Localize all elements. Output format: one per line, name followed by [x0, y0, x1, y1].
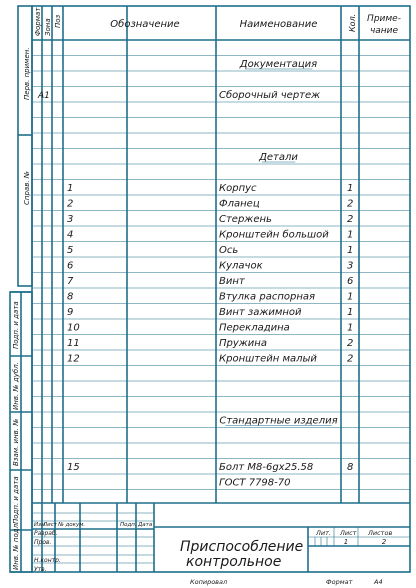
row-name: Кронштейн большой [219, 229, 329, 241]
row-qty: 1 [347, 183, 354, 194]
row-name: Ось [219, 245, 239, 256]
footer-format-label: Формат [326, 578, 353, 586]
row-name: Корпус [219, 183, 257, 194]
row-pos: 2 [67, 198, 74, 210]
header-designation: Обозначение [110, 19, 180, 30]
row-name: ГОСТ 7798-70 [219, 477, 291, 489]
header-qty: Кол. [348, 13, 357, 32]
row-qty: 2 [347, 353, 354, 365]
tb-developed: Разраб. [34, 530, 58, 537]
tb-checked: Пров. [34, 539, 52, 546]
section-heading: Детали [259, 152, 298, 163]
tb-sheet-value: 1 [343, 538, 349, 546]
row-pos: 3 [67, 214, 74, 225]
side-first-use: Перв. примен. [23, 47, 31, 100]
row-qty: 1 [347, 307, 354, 318]
header-note-2: чание [369, 26, 399, 36]
header-zone: Зона [44, 18, 52, 36]
tb-date: Дата [138, 522, 153, 528]
side-replaced-inv: Взам. инв. № [12, 418, 20, 466]
side-dup-inv: Инв. № дубл. [12, 362, 20, 410]
row-pos: 1 [67, 183, 74, 194]
side-labels [10, 47, 32, 572]
row-qty: 2 [347, 214, 354, 225]
row-name: Пружина [219, 338, 267, 349]
tb-approved: Утв. [34, 566, 47, 573]
row-qty: 2 [347, 198, 354, 210]
header-format: Формат [34, 7, 42, 36]
tb-title-2: контрольное [186, 554, 282, 570]
row-qty: 6 [347, 276, 354, 287]
header-note-1: Приме- [367, 14, 401, 24]
row-name: Кронштейн малый [219, 353, 317, 365]
tb-izm: Изм [34, 522, 46, 528]
tb-sheets-value: 2 [381, 538, 387, 546]
row-qty: 2 [347, 338, 354, 349]
row-pos: 10 [67, 322, 80, 334]
row-name: Кулачок [219, 260, 263, 272]
row-name: Втулка распорная [219, 291, 316, 303]
row-name: Перекладина [219, 322, 290, 334]
side-sign-date-1: Подп. и дата [12, 301, 20, 349]
row-format: А1 [38, 91, 50, 101]
row-qty: 1 [347, 245, 354, 256]
row-pos: 9 [67, 307, 74, 318]
tb-title-1: Приспособление [180, 539, 304, 555]
header-name: Наименование [239, 19, 318, 30]
row-qty: 1 [347, 291, 354, 303]
side-ref-no: Справ. № [23, 170, 31, 205]
title-block [32, 503, 410, 586]
tb-sheets: Листов [368, 529, 393, 537]
row-qty: 1 [347, 322, 354, 334]
row-pos: 8 [67, 291, 74, 303]
row-pos: 6 [67, 260, 74, 272]
row-name: Винт зажимной [219, 307, 302, 318]
tb-sign: Подп. [120, 522, 137, 528]
tb-norm-control: Н.контр. [34, 557, 61, 564]
row-name: Болт М8-6gx25.58 [219, 462, 314, 473]
row-pos: 15 [67, 462, 80, 473]
side-orig-inv: Инв. № подл. [12, 521, 20, 570]
spec-table-cells [34, 7, 401, 489]
row-pos: 11 [67, 338, 80, 349]
row-pos: 12 [67, 353, 80, 365]
row-pos: 7 [67, 276, 74, 287]
row-qty: 1 [347, 229, 354, 241]
tb-sheet: Лист [340, 529, 357, 537]
row-name: Стержень [219, 214, 272, 225]
tb-lit: Лит. [316, 529, 331, 537]
section-heading: Стандартные изделия [219, 415, 338, 427]
section-heading: Документация [239, 59, 318, 70]
tb-doc-no: № докум. [58, 522, 86, 528]
row-pos: 5 [67, 245, 74, 256]
row-pos: 4 [67, 229, 74, 241]
footer-format-value: А4 [374, 578, 383, 586]
tb-list: Лист [43, 522, 57, 528]
frame [10, 6, 410, 572]
row-qty: 8 [347, 462, 354, 473]
side-sign-date-2: Подп. и дата [12, 476, 20, 524]
header-pos: Поз [54, 14, 62, 28]
row-name: Фланец [219, 198, 260, 210]
row-name: Сборочный чертеж [219, 90, 321, 101]
row-name: Винт [219, 276, 245, 287]
row-qty: 3 [347, 260, 354, 272]
footer-copied: Копировал [190, 578, 228, 586]
